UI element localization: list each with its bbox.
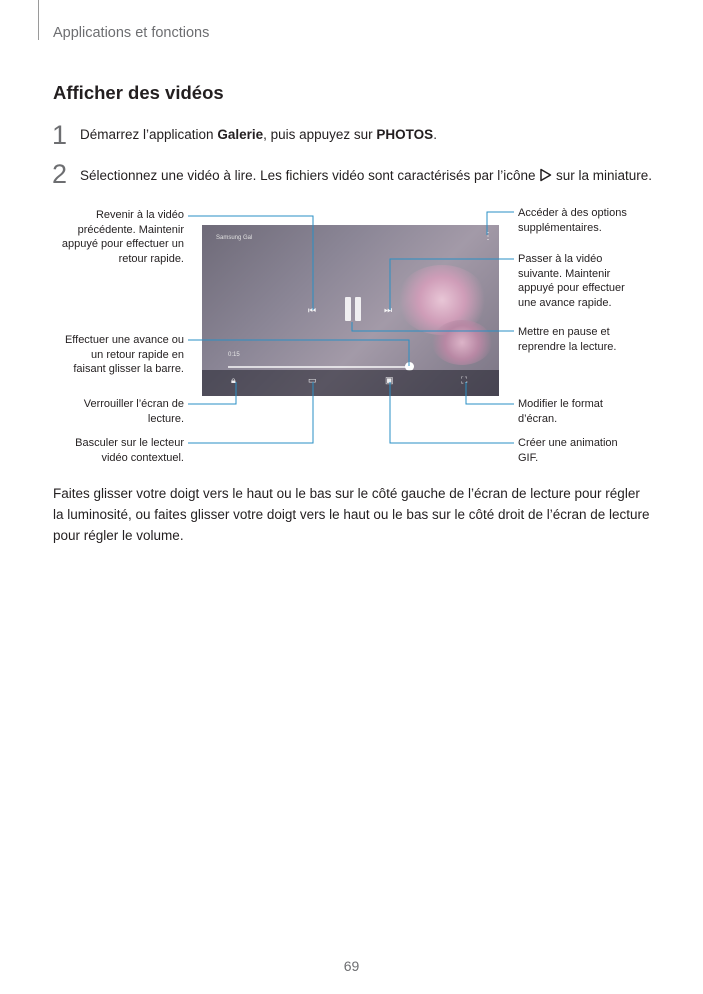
leader-prev	[188, 216, 313, 310]
video-title: Samsung Gal	[216, 235, 253, 241]
leader-seek	[188, 340, 409, 366]
step-number-2: 2	[52, 159, 68, 189]
callout-gif: Créer une animation GIF.	[518, 437, 618, 464]
leader-popup	[188, 382, 313, 443]
callout-pause: Mettre en pause et reprendre la lecture.	[518, 326, 617, 353]
leader-next	[390, 259, 514, 310]
leader-gif	[390, 382, 514, 443]
body-paragraph: Faites glisser votre doigt vers le haut ou le bas sur le côté gauche de l’écran de lecture pour régler la luminosité, ou faites glisser votre doigt vers le haut ou le bas sur le côté droit de l’écran de lecture pour régler le volume.	[53, 486, 650, 543]
page-title: Afficher des vidéos	[53, 82, 224, 103]
callout-seek: Effectuer une avance ou un retour rapide en faisant glisser la barre.	[64, 334, 184, 375]
popup-player-icon[interactable]: ▭	[308, 375, 317, 385]
section-header: Applications et fonctions	[53, 25, 210, 41]
elapsed-time: 0:15	[228, 352, 240, 358]
callout-more: Accéder à des options supplémentaires.	[518, 207, 627, 234]
page-number: 69	[343, 958, 360, 974]
tab-name-photos: PHOTOS	[376, 127, 434, 142]
callout-next: Passer à la vidéo suivante. Maintenir appuyé pour effectuer une avance rapide.	[518, 253, 625, 309]
app-name-galerie: Galerie	[217, 127, 264, 142]
callout-previous: Revenir à la vidéo précédente. Maintenir appuyé pour effectuer un retour rapide.	[61, 209, 184, 265]
leader-more	[487, 212, 514, 235]
lock-icon[interactable]: 🔒︎	[231, 375, 236, 385]
more-options-icon[interactable]: ⋮	[483, 231, 493, 242]
leader-lock	[188, 382, 236, 404]
step-text-1: Démarrez l’application Galerie, puis appuyez sur PHOTOS.	[80, 127, 437, 142]
gif-icon[interactable]: ▣	[385, 375, 394, 385]
callout-lock: Verrouiller l’écran de lecture.	[83, 398, 184, 425]
screen-ratio-icon[interactable]: ⛶	[461, 375, 468, 385]
next-icon[interactable]: ⏭	[384, 305, 393, 315]
callout-popup: Basculer sur le lecteur vidéo contextuel.	[75, 437, 184, 464]
step-number-1: 1	[52, 120, 68, 150]
callout-ratio: Modifier le format d’écran.	[518, 398, 603, 425]
step-text-2: Sélectionnez une vidéo à lire. Les fichiers vidéo sont caractérisés par l’icône sur la miniature.	[80, 168, 653, 183]
previous-icon[interactable]: ⏮	[308, 305, 317, 315]
leader-pause	[352, 322, 514, 331]
leader-ratio	[466, 382, 514, 404]
